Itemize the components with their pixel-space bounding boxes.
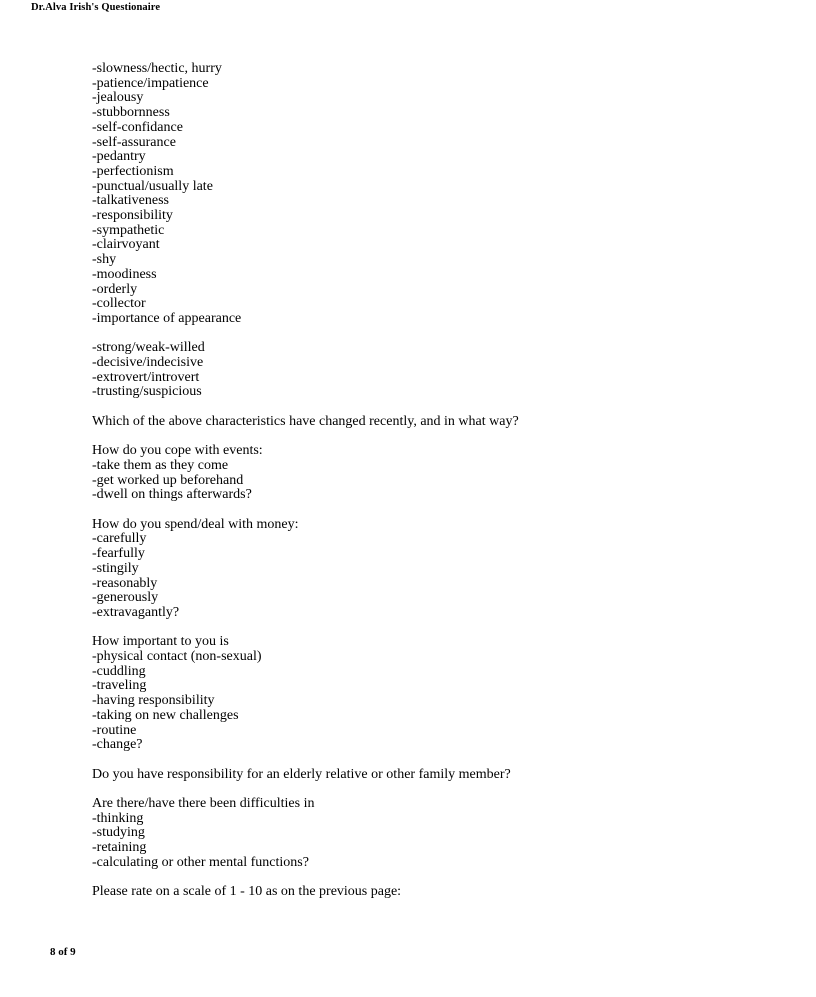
question-line: -stubbornness bbox=[92, 105, 170, 121]
question-line: -dwell on things afterwards? bbox=[92, 487, 252, 503]
question-line: -pedantry bbox=[92, 149, 146, 165]
question-line: -generously bbox=[92, 590, 159, 606]
question-line: -get worked up beforehand bbox=[92, 472, 244, 488]
question-line: -punctual/usually late bbox=[92, 178, 213, 194]
question-line: -sympathetic bbox=[92, 222, 165, 238]
question-line: -taking on new challenges bbox=[92, 707, 239, 723]
question-line: -self-assurance bbox=[92, 134, 176, 150]
question-line: -patience/impatience bbox=[92, 75, 209, 91]
question-line: -slowness/hectic, hurry bbox=[92, 61, 222, 76]
question-line: Please rate on a scale of 1 - 10 as on the previous page: bbox=[92, 884, 402, 900]
question-line: -talkativeness bbox=[92, 193, 169, 209]
question-line: -traveling bbox=[92, 678, 147, 694]
question-line: -responsibility bbox=[92, 208, 173, 224]
question-line: -jealousy bbox=[92, 90, 144, 106]
question-line: -strong/weak-willed bbox=[92, 340, 205, 356]
question-line: -having responsibility bbox=[92, 693, 215, 709]
question-block bbox=[92, 768, 792, 783]
question-line: -physical contact (non-sexual) bbox=[92, 649, 262, 665]
question-line: -cuddling bbox=[92, 663, 146, 679]
question-line: -thinking bbox=[92, 810, 144, 826]
question-line: -carefully bbox=[92, 531, 147, 547]
question-line: -shy bbox=[92, 252, 117, 268]
question-line: -importance of appearance bbox=[92, 310, 242, 326]
question-line: -studying bbox=[92, 825, 145, 841]
question-line: -retaining bbox=[92, 840, 147, 856]
question-block bbox=[92, 444, 792, 503]
question-block bbox=[92, 341, 792, 400]
question-line: Which of the above characteristics have changed recently, and in what way? bbox=[92, 413, 519, 429]
question-line: -trusting/suspicious bbox=[92, 384, 202, 400]
question-line: -stingily bbox=[92, 560, 139, 576]
question-block bbox=[92, 518, 792, 621]
question-line: -extravagantly? bbox=[92, 604, 180, 620]
question-line: Are there/have there been difficulties in bbox=[92, 796, 315, 812]
question-block bbox=[92, 797, 792, 871]
question-line: Do you have responsibility for an elderly relative or other family member? bbox=[92, 766, 511, 782]
question-line: -take them as they come bbox=[92, 457, 229, 473]
question-block bbox=[92, 635, 792, 753]
question-block bbox=[92, 885, 792, 900]
question-line: How do you cope with events: bbox=[92, 443, 263, 459]
question-line: How important to you is bbox=[92, 634, 229, 650]
question-line: -extrovert/introvert bbox=[92, 369, 200, 385]
question-line: -change? bbox=[92, 737, 143, 753]
questionnaire-content bbox=[92, 62, 792, 915]
question-line: -perfectionism bbox=[92, 163, 174, 179]
page-number: 8 of 9 bbox=[50, 946, 76, 958]
question-line: -calculating or other mental functions? bbox=[92, 854, 309, 870]
page-header-title: Dr.Alva Irish's Questionaire bbox=[31, 2, 161, 13]
question-block bbox=[92, 415, 792, 430]
question-line: -collector bbox=[92, 296, 146, 312]
question-line: -fearfully bbox=[92, 546, 145, 562]
question-line: -clairvoyant bbox=[92, 237, 160, 253]
question-line: -moodiness bbox=[92, 266, 157, 282]
question-block bbox=[92, 62, 792, 327]
question-line: -decisive/indecisive bbox=[92, 355, 204, 371]
question-line: -reasonably bbox=[92, 575, 158, 591]
question-line: How do you spend/deal with money: bbox=[92, 516, 299, 532]
question-line: -orderly bbox=[92, 281, 138, 297]
question-line: -self-confidance bbox=[92, 119, 183, 135]
question-line: -routine bbox=[92, 722, 137, 738]
